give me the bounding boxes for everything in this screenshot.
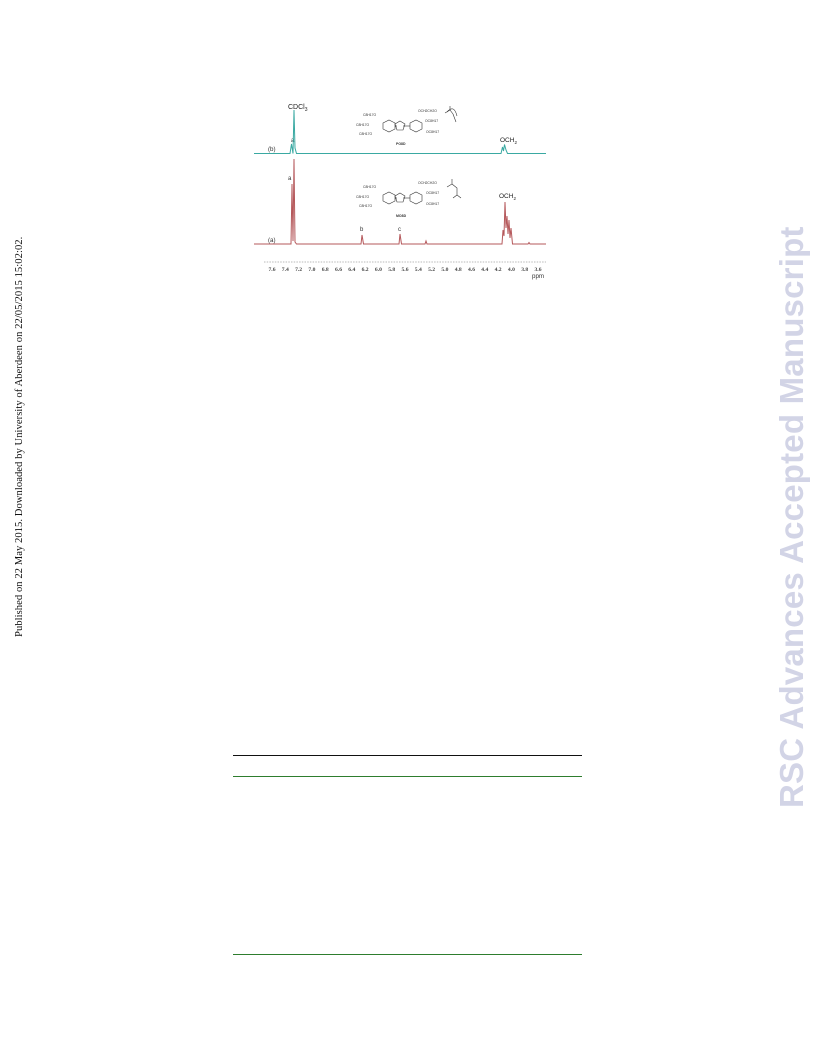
x-tick-label: 7.2 bbox=[295, 267, 303, 273]
struct-label: OC8H17 bbox=[425, 119, 439, 123]
struct-label: OC8H17 bbox=[426, 130, 440, 134]
trace-a-label: (a) bbox=[268, 237, 276, 244]
polymer-name: PO8D bbox=[396, 142, 406, 146]
x-tick-label: 4.8 bbox=[454, 267, 462, 273]
nmr-spectrum-figure bbox=[250, 100, 560, 290]
accepted-manuscript-watermark: RSC Advances Accepted Manuscript bbox=[773, 226, 810, 808]
struct-label: C8H17O bbox=[356, 195, 370, 199]
peak-b-label: b bbox=[360, 227, 364, 233]
x-tick-label: 4.4 bbox=[481, 267, 489, 273]
peak-a-label-a: a bbox=[288, 176, 292, 182]
x-tick-label: 6.8 bbox=[321, 267, 329, 273]
peak-a-label-b: a bbox=[291, 138, 295, 144]
x-tick-label: 5.2 bbox=[428, 267, 436, 273]
table-header-rule bbox=[233, 776, 582, 777]
x-axis-ticks bbox=[269, 267, 542, 273]
x-tick-label: 6.6 bbox=[335, 267, 342, 273]
trace-b-label: (b) bbox=[268, 146, 276, 153]
publication-note: Published on 22 May 2015. Downloaded by University of Aberdeen on 22/05/2015 15:02:02. bbox=[14, 236, 25, 637]
x-tick-label: 5.4 bbox=[414, 267, 422, 273]
x-tick-label: 7.0 bbox=[308, 267, 316, 273]
x-tick-label: 3.8 bbox=[521, 267, 529, 273]
x-tick-label: 6.4 bbox=[348, 267, 356, 273]
struct-label: OC8H17 bbox=[426, 191, 440, 195]
struct-label: C8H17O bbox=[363, 113, 377, 117]
struct-label: OCH2CH2O bbox=[418, 109, 437, 113]
struct-label: OC8H17 bbox=[426, 202, 440, 206]
struct-label: OCH2CH2O bbox=[418, 181, 437, 185]
x-axis-unit: ppm bbox=[532, 273, 545, 280]
x-tick-label: 5.8 bbox=[388, 267, 396, 273]
table-bottom-rule bbox=[233, 954, 582, 955]
och2-label-b: $OCH_2$ bbox=[500, 137, 517, 145]
x-tick-label: 3.6 bbox=[534, 267, 542, 273]
x-tick-label: 5.6 bbox=[401, 267, 409, 273]
nmr-spectrum-svg bbox=[250, 100, 560, 290]
struct-label: C8H17O bbox=[356, 123, 370, 127]
trace-b bbox=[254, 110, 546, 154]
x-tick-label: 5.0 bbox=[441, 267, 449, 273]
x-tick-label: 7.4 bbox=[281, 267, 289, 273]
table-top-rule bbox=[233, 755, 582, 756]
monomer-name: MO8D bbox=[396, 214, 407, 218]
struct-label: C8H17O bbox=[359, 132, 373, 136]
x-tick-label: 4.0 bbox=[507, 267, 515, 273]
x-tick-label: 4.6 bbox=[468, 267, 475, 273]
x-tick-label: 6.0 bbox=[374, 267, 382, 273]
x-tick-label: 7.6 bbox=[268, 267, 276, 273]
x-tick-label: 6.2 bbox=[361, 267, 369, 273]
peak-c-label: c bbox=[398, 227, 401, 233]
struct-label: C8H17O bbox=[363, 185, 377, 189]
solvent-label: CDCl$_3$ bbox=[288, 104, 308, 113]
och2-label-a: $OCH_2$ bbox=[499, 193, 516, 201]
x-tick-label: 4.2 bbox=[494, 267, 502, 273]
struct-label: C8H17O bbox=[359, 204, 373, 208]
